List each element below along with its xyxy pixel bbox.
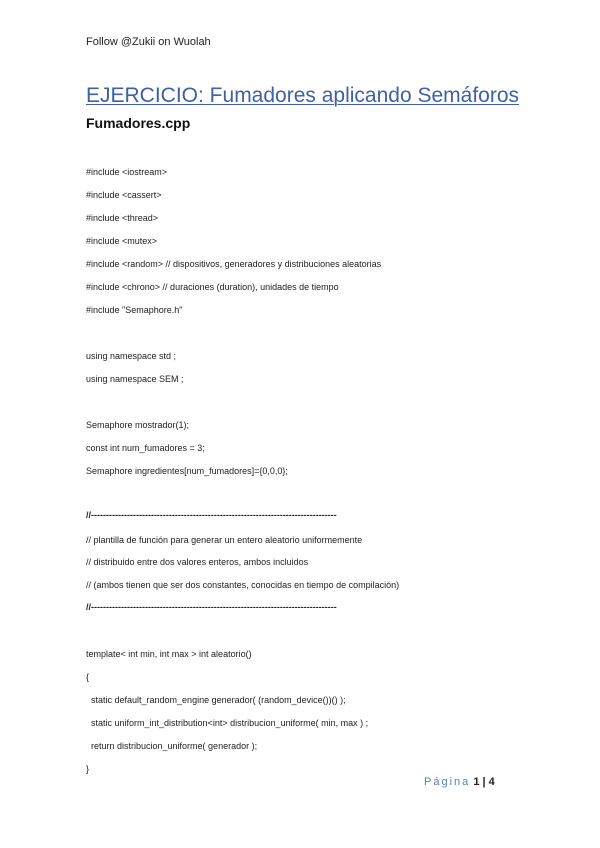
code-separator-line: //---------------------------------------------------------------------------------- bbox=[86, 602, 337, 612]
code-line: using namespace std ; bbox=[86, 351, 177, 361]
code-line: #include <mutex> bbox=[86, 236, 158, 246]
page-label: Página bbox=[424, 776, 471, 788]
code-line: static default_random_engine generador( (random_device())() ); bbox=[86, 695, 346, 705]
page-count: 1 | 4 bbox=[473, 776, 495, 788]
code-line: #include <iostream> bbox=[86, 167, 168, 177]
code-comment-line: // distribuido entre dos valores enteros, ambos incluidos bbox=[86, 557, 309, 567]
code-comment-line: // (ambos tienen que ser dos constantes, conocidas en tiempo de compilación) bbox=[86, 580, 400, 590]
file-name-heading: Fumadores.cpp bbox=[86, 115, 191, 131]
code-separator-line: //---------------------------------------------------------------------------------- bbox=[86, 510, 337, 520]
code-line: } bbox=[86, 764, 90, 774]
document-title: EJERCICIO: Fumadores aplicando Semáforos bbox=[86, 84, 520, 107]
code-line: return distribucion_uniforme( generador ); bbox=[86, 741, 258, 751]
code-line: #include <cassert> bbox=[86, 190, 162, 200]
code-line: template< int min, int max > int aleatorio() bbox=[86, 649, 252, 659]
code-comment-line: // plantilla de función para generar un entero aleatorio uniformemente bbox=[86, 535, 363, 545]
code-line: #include <thread> bbox=[86, 213, 159, 223]
code-line: #include <random> // dispositivos, generadores y distribuciones aleatorias bbox=[86, 259, 382, 269]
code-line: static uniform_int_distribution<int> distribucion_uniforme( min, max ) ; bbox=[86, 718, 369, 728]
code-line: { bbox=[86, 672, 90, 682]
code-line: #include "Semaphore.h" bbox=[86, 305, 183, 315]
code-line: using namespace SEM ; bbox=[86, 374, 184, 384]
follow-header: Follow @Zukii on Wuolah bbox=[86, 36, 211, 48]
code-line: Semaphore mostrador(1); bbox=[86, 420, 190, 430]
code-line: Semaphore ingredientes[num_fumadores]={0,0,0}; bbox=[86, 466, 288, 476]
code-line: const int num_fumadores = 3; bbox=[86, 443, 205, 453]
code-line: #include <chrono> // duraciones (duration), unidades de tiempo bbox=[86, 282, 339, 292]
page-number bbox=[424, 776, 495, 788]
